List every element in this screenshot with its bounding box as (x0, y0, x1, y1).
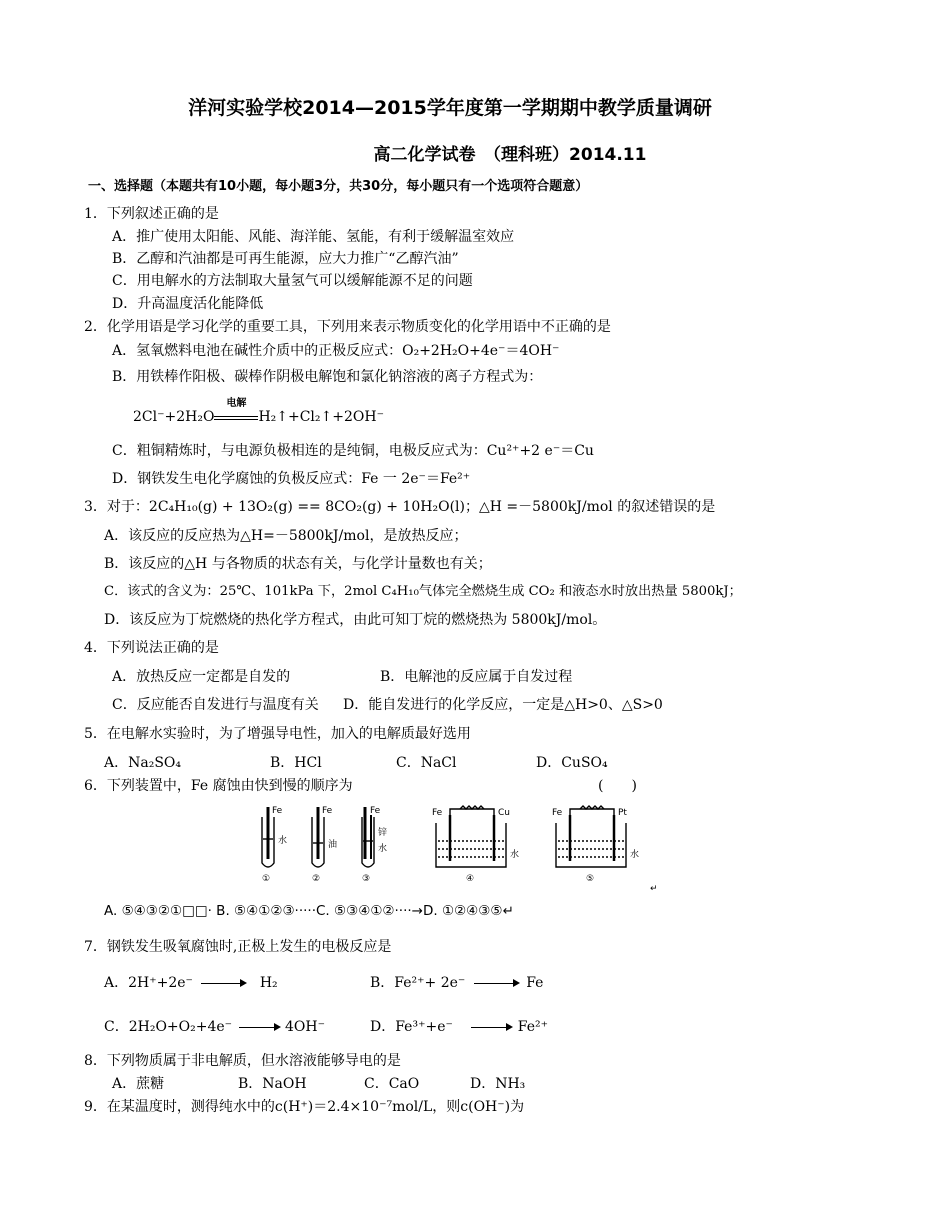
q2-equation (133, 398, 384, 426)
fig-tube2-liquid: 油 (328, 840, 338, 850)
q3-stem: 3．对于：2C₄H₁₀(g) + 13O₂(g) == 8CO₂(g) + 10H₂O(l)；△H =－5800kJ/mol 的叙述错误的是 (84, 499, 716, 515)
q1-stem: 1．下列叙述正确的是 (84, 206, 219, 222)
fig-tube2-metal: Fe (322, 806, 333, 816)
q4-option-c: C．反应能否自发进行与温度有关 (112, 697, 319, 713)
q6-options: A. ⑤④③②①□□· B. ⑤④①②③·····C. ⑤③④①②····→D. ①②④③⑤↵ (104, 903, 514, 919)
exam-title: 洋河实验学校2014—2015学年度第一学期期中教学质量调研 (188, 97, 712, 119)
q5-option-a: A．Na₂SO₄ (104, 755, 181, 771)
fig-cell4-liquid: 水 (510, 850, 520, 860)
q7-d-left: D．Fe³⁺+e⁻ (370, 1019, 453, 1035)
q5-option-d: D．CuSO₄ (536, 755, 608, 771)
q7-b-right: Fe (526, 975, 544, 991)
q9-stem: 9．在某温度时，测得纯水中的c(H⁺)＝2.4×10⁻⁷mol/L，则c(OH⁻)为 (84, 1099, 525, 1115)
fig-tube1-num: ① (262, 874, 271, 884)
fig-cell5-num: ⑤ (586, 874, 595, 884)
q7-option-a (104, 974, 278, 992)
fig-cell5-left: Fe (552, 808, 563, 818)
fig-tube3-metal2: 锌 (378, 828, 388, 838)
q7-a-right: H₂ (259, 975, 278, 991)
q7-option-d (370, 1018, 548, 1036)
q8-option-c: C．CaO (364, 1076, 420, 1092)
arrow-icon (471, 1027, 511, 1028)
fig-cell5-liquid: 水 (630, 850, 640, 860)
section-heading: 一、选择题（本题共有10小题，每小题3分，共30分，每小题只有一个选项符合题意） (88, 179, 589, 194)
arrow-icon (239, 1027, 279, 1028)
q7-a-left: A．2H⁺+2e⁻ (104, 975, 193, 991)
q5-option-c: C．NaCl (396, 755, 457, 771)
q4-option-a: A．放热反应一定都是自发的 (112, 669, 291, 685)
arrow-icon (201, 983, 245, 984)
fig-return-mark: ↵ (650, 884, 658, 894)
q3-option-b: B．该反应的△H 与各物质的状态有关，与化学计量数也有关； (104, 556, 492, 572)
q2-eq-condition: 电解 (226, 398, 247, 409)
q7-option-b (370, 974, 543, 992)
q3-option-c: C．该式的含义为：25℃、101kPa 下，2mol C₄H₁₀气体完全燃烧生成 CO₂ 和液态水时放出热量 5800kJ； (104, 584, 742, 599)
q6-answer-paren: ( ) (598, 778, 637, 794)
q8-option-d: D．NH₃ (470, 1076, 526, 1092)
q2-option-c: C．粗铜精炼时，与电源负极相连的是纯铜，电极反应式为：Cu²⁺+2 e⁻＝Cu (112, 443, 594, 459)
fig-cell4-left: Fe (432, 808, 443, 818)
q7-c-right: 4OH⁻ (284, 1019, 325, 1035)
fig-tube3-metal: Fe (370, 806, 381, 816)
q5-stem: 5．在电解水实验时，为了增强导电性，加入的电解质最好选用 (84, 726, 471, 742)
q1-option-b: B．乙醇和汽油都是可再生能源，应大力推广“乙醇汽油” (112, 251, 459, 267)
q8-option-b: B．NaOH (238, 1076, 307, 1092)
q4-option-d: D．能自发进行的化学反应，一定是△H>0、△S>0 (343, 697, 663, 713)
q8-option-a: A．蔗糖 (112, 1076, 165, 1092)
exam-subtitle: 高二化学试卷 （理科班）2014.11 (373, 145, 647, 165)
fig-tube3-liquid: 水 (378, 844, 388, 854)
q7-stem: 7．钢铁发生吸氧腐蚀时,正极上发生的电极反应是 (84, 939, 392, 955)
q1-option-a: A．推广使用太阳能、风能、海洋能、氢能，有利于缓解温室效应 (112, 229, 515, 245)
q2-option-d: D．钢铁发生电化学腐蚀的负极反应式：Fe 一 2e⁻＝Fe²⁺ (112, 471, 471, 487)
arrow-icon (474, 983, 518, 984)
q3-option-a: A．该反应的反应热为△H=－5800kJ/mol，是放热反应； (104, 528, 468, 544)
fig-cell4-num: ④ (466, 874, 475, 884)
q1-option-d: D．升高温度活化能降低 (112, 296, 264, 312)
q2-eq-right: H₂↑+Cl₂↑+2OH⁻ (258, 409, 384, 425)
q2-eq-left: 2Cl⁻+2H₂O (133, 409, 215, 425)
fig-tube1-metal: Fe (272, 806, 283, 816)
fig-cell5-right: Pt (618, 808, 627, 818)
fig-tube3-num: ③ (362, 874, 371, 884)
electrolysis-arrow (214, 398, 258, 420)
q4-option-b: B．电解池的反应属于自发过程 (380, 669, 573, 685)
q2-stem: 2．化学用语是学习化学的重要工具，下列用来表示物质变化的化学用语中不正确的是 (84, 319, 611, 335)
fig-tube2-num: ② (312, 874, 321, 884)
q7-c-left: C．2H₂O+O₂+4e⁻ (104, 1019, 233, 1035)
q7-b-left: B．Fe²⁺+ 2e⁻ (370, 975, 466, 991)
fig-tube1-liquid: 水 (278, 836, 288, 846)
q7-d-right: Fe²⁺ (517, 1019, 549, 1035)
q4-stem: 4．下列说法正确的是 (84, 640, 219, 656)
q7-option-c (104, 1018, 325, 1036)
q5-option-b: B．HCl (270, 755, 322, 771)
q3-option-d: D．该反应为丁烷燃烧的热化学方程式，由此可知丁烷的燃烧热为 5800kJ/mol。 (104, 612, 607, 628)
fig-cell4-right: Cu (498, 808, 510, 818)
q6-stem: 6．下列装置中，Fe 腐蚀由快到慢的顺序为 (84, 778, 353, 794)
q2-option-a: A．氢氧燃料电池在碱性介质中的正极反应式：O₂+2H₂O+4e⁻＝4OH⁻ (112, 343, 560, 359)
q2-option-b: B．用铁棒作阳极、碳棒作阴极电解饱和氯化钠溶液的离子方程式为： (112, 369, 543, 385)
q8-stem: 8．下列物质属于非电解质，但水溶液能够导电的是 (84, 1053, 401, 1069)
q1-option-c: C．用电解水的方法制取大量氢气可以缓解能源不足的问题 (112, 273, 473, 289)
corrosion-apparatus-figure (250, 805, 670, 894)
